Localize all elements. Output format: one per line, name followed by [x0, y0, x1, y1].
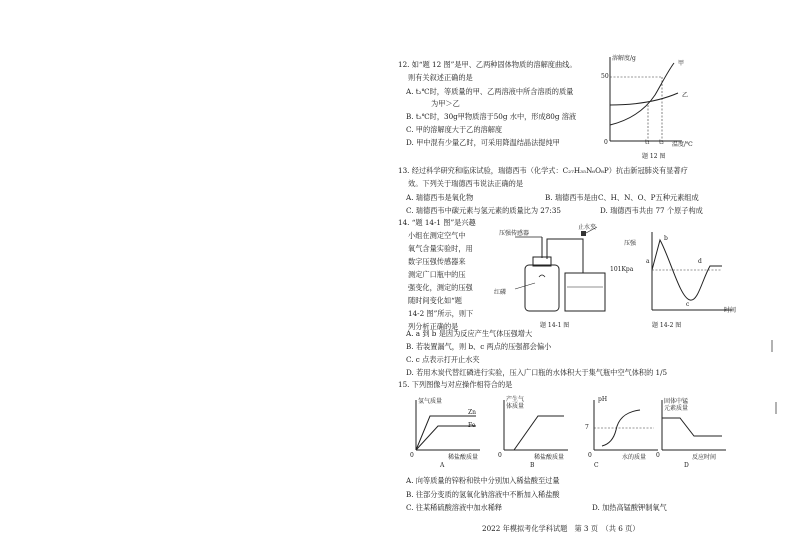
fig14-2-ylabel: 压强	[624, 240, 637, 247]
fig12-xlabel: 温度/℃	[672, 141, 693, 148]
connecting-tube	[547, 239, 583, 273]
graph-a-ylabel: 氢气质量	[418, 398, 443, 405]
graph-d-origin: 0	[656, 452, 660, 459]
fig14-1-sensor: 压强传感器	[499, 230, 530, 237]
graph-d-line	[662, 418, 722, 436]
q14-line-3: 氧气含量实验时，用	[408, 244, 473, 253]
graph-c-seven: 7	[585, 424, 589, 431]
clamp-icon	[581, 231, 586, 236]
q13-stem-line2: 效。下列关于瑞德西韦说法正确的是	[408, 179, 524, 188]
graph-d-letter: D	[684, 462, 689, 469]
fig14-2-xlabel: 时间	[724, 307, 737, 314]
fig14-2-caption: 题 14-2 图	[652, 322, 682, 329]
q14-line-5: 测定广口瓶中的压	[408, 270, 466, 279]
q15-option-c: C. 往某稀硫酸溶液中加水稀释	[406, 503, 503, 512]
q14-option-d: D. 若用木炭代替红磷进行实验，压入广口瓶的水体积大于集气瓶中空气体积的 1/5	[406, 368, 668, 377]
q14-line-2: 小组在测定空气中	[408, 231, 466, 240]
apparatus-figure	[495, 225, 625, 315]
wide-mouth-bottle	[525, 265, 559, 311]
q12-stem-line1: 12. 如“题 12 图”是甲、乙两种固体物质的溶解度曲线。	[398, 60, 577, 69]
q15-option-b: B. 往部分变质的氢氧化钠溶液中不断加入稀盐酸	[406, 490, 560, 499]
fig12-yi: 乙	[682, 92, 689, 99]
q12-option-d: D. 甲中混有少量乙时，可采用降温结晶法提纯甲	[406, 138, 560, 147]
graph-d-ylabel1: 固体中锰	[664, 398, 689, 405]
graph-b-line	[504, 416, 564, 450]
q12-option-b: B. t₂℃时，30g甲物质溶于50g 水中，形成80g 溶液	[406, 112, 577, 121]
graph-a-fe: Fe	[468, 422, 476, 429]
water-beaker	[565, 273, 605, 311]
fig14-2-c: c	[686, 301, 690, 308]
q13-stem-line1: 13. 经过科学研究和临床试验，瑞德西韦（化学式：C₂₇H₃₅N₆O₈P）抗击新冠肺炎有显著疗	[398, 166, 688, 175]
page-footer: 2022 年模拟考化学科试题 第 3 页 （共 6 页）	[482, 524, 640, 533]
fig14-2-p0: 101Kpa	[610, 266, 634, 273]
fig12-caption: 题 12 图	[642, 153, 666, 160]
curve-jia	[610, 63, 674, 125]
graph-c-xlabel: 水的质量	[622, 454, 647, 461]
q14-line-8: 14-2 图”所示，则下	[408, 309, 474, 318]
q14-line-6: 强变化，测定的压强	[408, 283, 473, 292]
graph-a-zn: Zn	[468, 409, 477, 416]
graph-b-ylabel1: 产生气	[506, 396, 525, 403]
graph-a-origin: 0	[410, 452, 414, 459]
q14-option-b: B. 若装置漏气，则 b、c 两点的压强都会偏小	[406, 342, 552, 351]
graph-b-letter: B	[530, 462, 535, 469]
fig14-1-phosphorus: 红磷	[494, 289, 507, 296]
graph-c-ylabel: pH	[598, 396, 608, 403]
fig14-1-caption: 题 14-1 图	[540, 322, 570, 329]
graph-b-origin: 0	[498, 452, 502, 459]
q14-option-c: C. c 点表示打开止水夹	[406, 355, 480, 364]
q12-option-a-line2: 为甲＞乙	[431, 99, 460, 108]
graph-d-xlabel: 反应时间	[692, 454, 717, 461]
q14-option-a: A. a 到 b 是因为反应产生气体压强增大	[406, 329, 533, 338]
graph-a-fe-line	[416, 426, 476, 450]
scan-edge-marks	[764, 30, 784, 450]
q15-option-d: D. 加热高锰酸钾制氧气	[592, 503, 667, 512]
fig12-t1: t₁	[645, 139, 650, 146]
q14-line-4: 数字压强传感器来	[408, 257, 466, 266]
fig14-1-clamp: 止水夹	[578, 224, 597, 231]
q14-line-1: 14. “题 14-1 图”是兴趣	[398, 218, 476, 227]
q15-stem: 15. 下列图像与对应操作相符合的是	[398, 380, 513, 389]
graph-b-ylabel2: 体质量	[506, 403, 525, 410]
q14-line-9: 列分析正确的是	[408, 322, 459, 331]
graph-b-xlabel: 稀盐酸质量	[534, 454, 565, 461]
graph-c-letter: C	[594, 462, 599, 469]
q13-option-a: A. 瑞德西韦是氧化物	[406, 193, 474, 202]
graph-c	[590, 398, 660, 458]
graph-a-zn-line	[416, 416, 476, 450]
fig14-2-d: d	[698, 258, 702, 265]
solubility-curve-figure	[600, 55, 700, 165]
graph-a-xlabel: 稀盐酸质量	[448, 454, 479, 461]
q15-option-a: A. 向等质量的锌粉和铁中分别加入稀盐酸至过量	[406, 476, 560, 485]
fig12-ylabel: 溶解度/g	[612, 55, 636, 62]
curve-yi	[610, 93, 678, 105]
fig12-jia: 甲	[678, 60, 685, 67]
q12-stem-line2: 则有关叙述正确的是	[408, 73, 473, 82]
q13-option-d: D. 瑞德西韦共由 77 个原子构成	[600, 206, 703, 215]
q12-option-a-line1: A. t₂℃时，等质量的甲、乙两溶液中所含溶质的质量	[406, 87, 574, 96]
fig12-t2: t₂	[659, 139, 664, 146]
graph-c-origin: 0	[588, 452, 592, 459]
q13-option-c: C. 瑞德西韦中碳元素与氢元素的质量比为 27:35	[406, 206, 561, 215]
fig12-origin: 0	[604, 139, 608, 146]
q12-option-c: C. 甲的溶解度大于乙的溶解度	[406, 125, 503, 134]
q14-line-7: 随时间变化如“题	[408, 296, 462, 305]
fig14-2-b: b	[664, 235, 668, 242]
phosphorus-spoon	[539, 275, 545, 277]
q13-option-b: B. 瑞德西韦是由C、H、N、O、P五种元素组成	[545, 193, 699, 202]
fig14-2-a: a	[646, 258, 650, 265]
graph-d-ylabel2: 元素质量	[664, 405, 689, 412]
fig12-y50: 50	[601, 73, 609, 80]
graph-a-letter: A	[440, 462, 445, 469]
